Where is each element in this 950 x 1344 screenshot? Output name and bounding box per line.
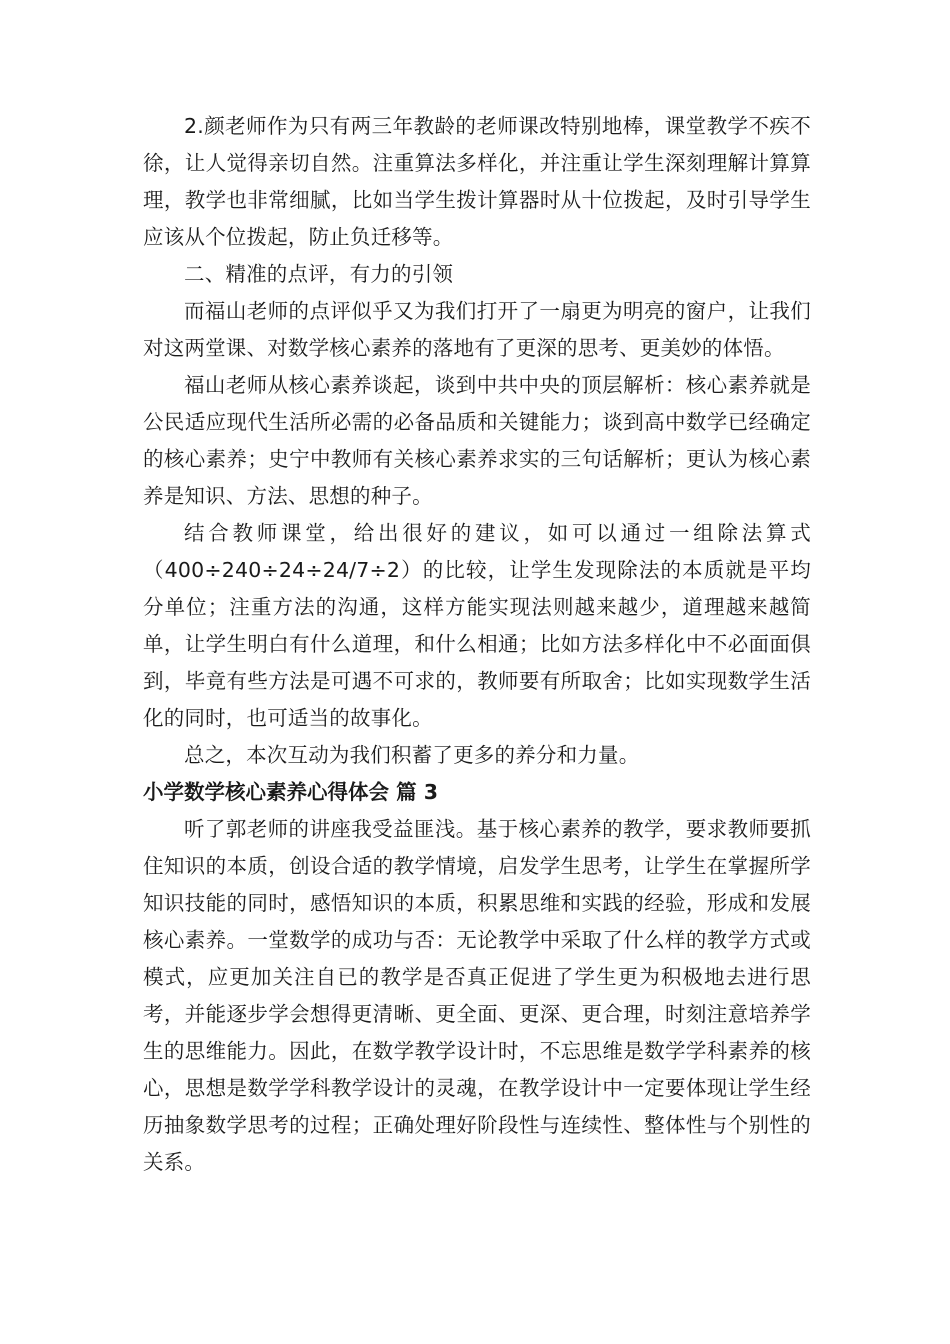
paragraph-summary: 总之，本次互动为我们积蓄了更多的养分和力量。 bbox=[184, 743, 640, 767]
paragraph-fushan-window: 而福山老师的点评似乎又为我们打开了一扇更为明亮的窗户，让我们对这两堂课、对数学核心素养的落地有了更深的思考、更美妙的体悟。 bbox=[143, 299, 811, 360]
paragraph-lecture-guo: 听了郭老师的讲座我受益匪浅。基于核心素养的教学，要求教师要抓住知识的本质，创设合适的教学情境，启发学生思考，让学生在掌握所学知识技能的同时，感悟知识的本质，积累思维和实践的经验，形成和发展核心素养。一堂数学的成功与否：无论教学中采取了什么样的教学方式或模式，应更加关注自已的教学是否真正促进了学生更为积极地去进行思考，并能逐步学会想得更清晰、更全面、更深、更合理，时刻注意培养学生的思维能力。因此，在数学教学设计时，不忘思维是数学学科素养的核心，思想是数学学科教学设计的灵魂，在教学设计中一定要体现让学生经历抽象数学思考的过程；正确处理好阶段性与连续性、整体性与个别性的关系。 bbox=[143, 817, 811, 1174]
section-heading-review: 二、精准的点评，有力的引领 bbox=[184, 262, 454, 286]
paragraph-suggestions: 结合教师课堂，给出很好的建议，如可以通过一组除法算式（400÷240÷24÷24/7÷2）的比较，让学生发现除法的本质就是平均分单位；注重方法的沟通，这样方能实现法则越来越少，道理越来越简单，让学生明白有什么道理，和什么相通；比如方法多样化中不必面面俱到，毕竟有些方法是可遇不可求的，教师要有所取舍；比如实现数学生活化的同时，也可适当的故事化。 bbox=[143, 521, 811, 730]
article-heading: 小学数学核心素养心得体会 篇 3 bbox=[143, 780, 439, 804]
paragraph-teacher-yan: 2.颜老师作为只有两三年教龄的老师课改特别地棒，课堂教学不疾不徐，让人觉得亲切自然。注重算法多样化，并注重让学生深刻理解计算算理，教学也非常细腻，比如当学生拨计算器时从十位拨起，及时引导学生应该从个位拨起，防止负迁移等。 bbox=[143, 114, 811, 249]
paragraph-core-literacy: 福山老师从核心素养谈起，谈到中共中央的顶层解析：核心素养就是公民适应现代生活所必需的必备品质和关键能力；谈到高中数学已经确定的核心素养；史宁中教师有关核心素养求实的三句话解析；更认为核心素养是知识、方法、思想的种子。 bbox=[143, 373, 811, 508]
document-page bbox=[143, 108, 811, 1181]
